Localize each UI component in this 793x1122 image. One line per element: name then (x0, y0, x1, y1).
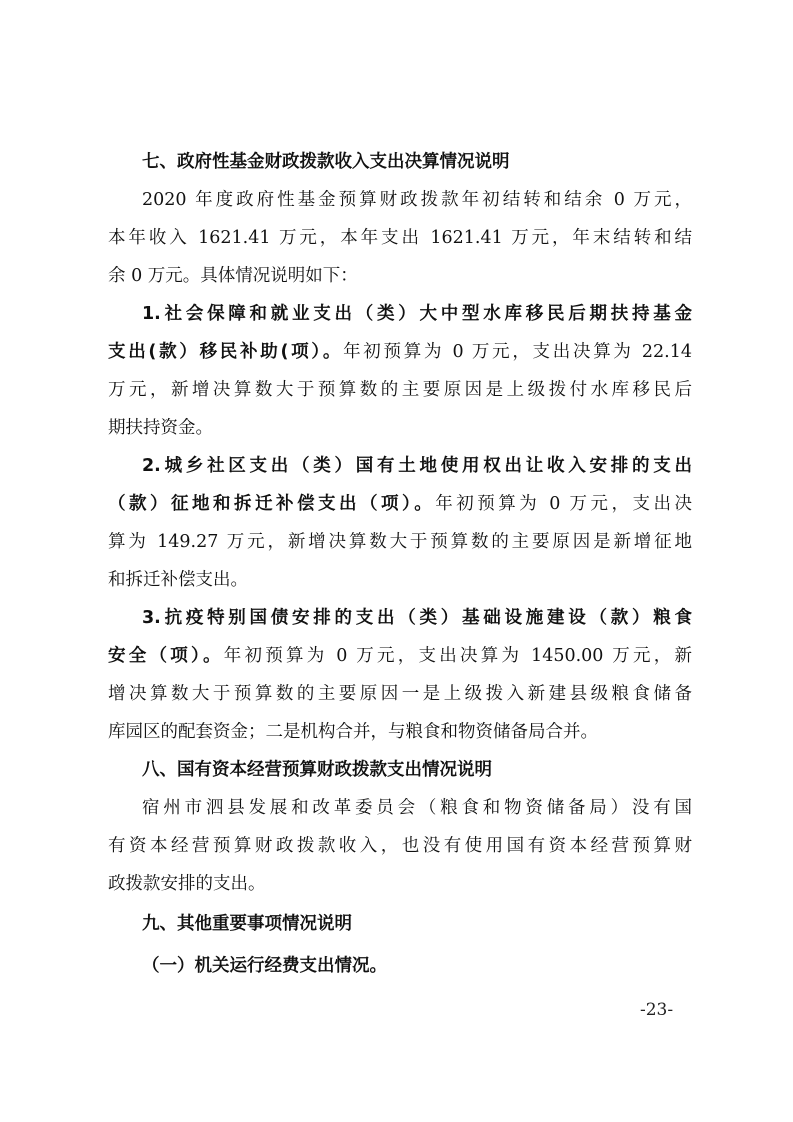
section-7-intro-line-3: 余 0 万元。具体情况说明如下： (108, 266, 358, 286)
section-9-heading: 九、其他重要事项情况说明 (142, 914, 352, 934)
section-8-line-2: 有资本经营预算财政拨款收入，也没有使用国有资本经营预算财 (108, 836, 692, 856)
item-3-line-4: 库园区的配套资金；二是机构合并，与粮食和物资储备局合并。 (108, 722, 598, 742)
item-3-line-3: 增决算数大于预算数的主要原因一是上级拨入新建县级粮食储备 (108, 684, 692, 704)
item-3-line-2 (108, 637, 692, 675)
item-2-line-4: 和拆迁补偿支出。 (108, 570, 248, 590)
section-9-subheading: （一）机关运行经费支出情况。 (142, 956, 387, 976)
section-8-heading: 八、国有资本经营预算财政拨款支出情况说明 (142, 760, 492, 780)
item-2-tail: 年初预算为 0 万元，支出决 (435, 494, 693, 514)
item-3-bold-line-1: 3.抗疫特别国债安排的支出（类）基础设施建设（款）粮食 (142, 608, 692, 628)
item-3-tail: 年初预算为 0 万元，支出决算为 1450.00 万元，新 (223, 646, 692, 666)
section-7 (108, 143, 692, 751)
section-8 (108, 751, 692, 903)
item-2-line-2 (108, 485, 692, 523)
section-8-line-1: 宿州市泗县发展和改革委员会（粮食和物资储备局）没有国 (142, 798, 692, 818)
item-3-bold-line-2: 安全（项）。 (108, 646, 224, 666)
item-1-line-4: 期扶持资金。 (108, 418, 213, 438)
item-2-bold-line-1: 2.城乡社区支出（类）国有土地使用权出让收入安排的支出 (142, 456, 692, 476)
page-number: -23- (640, 1000, 674, 1020)
section-8-line-3: 政拨款安排的支出。 (108, 874, 266, 894)
section-7-intro-line-1: 2020 年度政府性基金预算财政拨款年初结转和结余 0 万元， (142, 190, 692, 210)
item-1-line-2 (108, 333, 692, 371)
section-9 (108, 905, 692, 985)
section-7-heading: 七、政府性基金财政拨款收入支出决算情况说明 (142, 152, 510, 172)
item-1-line-3: 万元，新增决算数大于预算数的主要原因是上级拨付水库移民后 (108, 380, 692, 400)
item-2-line-3: 算为 149.27 万元，新增决算数大于预算数的主要原因是新增征地 (108, 532, 692, 552)
section-7-intro-line-2: 本年收入 1621.41 万元，本年支出 1621.41 万元，年末结转和结 (108, 228, 692, 248)
item-1-bold-line-2: 支出(款）移民补助(项）。 (108, 342, 344, 362)
item-2-bold-line-2: （款）征地和拆迁补偿支出（项）。 (108, 494, 436, 514)
item-1-tail: 年初预算为 0 万元，支出决算为 22.14 (343, 342, 693, 362)
item-1-bold-line-1: 1.社会保障和就业支出（类）大中型水库移民后期扶持基金 (142, 304, 692, 324)
